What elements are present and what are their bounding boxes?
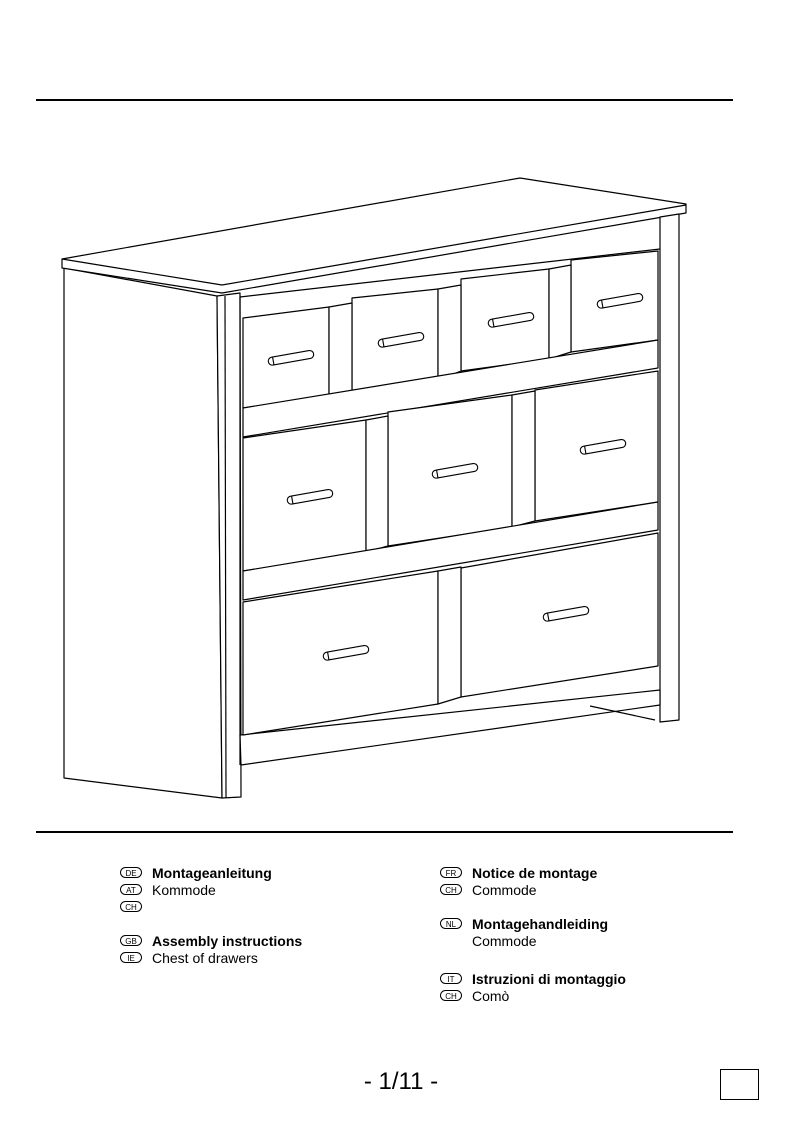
product-gb: Chest of drawers	[152, 950, 258, 966]
country-badge-de: DE	[120, 867, 142, 878]
language-column-right	[440, 865, 740, 1005]
country-badge-at: AT	[120, 884, 142, 895]
country-badge-nl: NL	[440, 918, 462, 929]
country-badge-ch: CH	[440, 990, 462, 1001]
country-badge-ie: IE	[120, 952, 142, 963]
language-entry	[120, 882, 420, 899]
language-column-left	[120, 865, 420, 967]
product-nl: Commode	[472, 933, 537, 949]
country-badge-it: IT	[440, 973, 462, 984]
language-entry	[440, 933, 740, 950]
language-entry	[440, 865, 740, 882]
title-nl: Montagehandleiding	[472, 916, 609, 932]
product-de: Kommode	[152, 882, 216, 898]
middle-rule	[36, 831, 733, 833]
language-entry	[120, 865, 420, 882]
country-badge-fr: FR	[440, 867, 462, 878]
language-entry	[120, 950, 420, 967]
country-badge-gb: GB	[120, 935, 142, 946]
corner-box	[720, 1069, 759, 1100]
title-it: Istruzioni di montaggio	[472, 971, 626, 987]
country-badge-ch: CH	[120, 901, 142, 912]
product-fr: Commode	[472, 882, 537, 898]
language-entry	[120, 933, 420, 950]
language-entry	[120, 899, 420, 916]
title-gb: Assembly instructions	[152, 933, 303, 949]
title-fr: Notice de montage	[472, 865, 598, 881]
language-entry	[440, 882, 740, 899]
product-it: Comò	[472, 988, 510, 1004]
country-badge-ch: CH	[440, 884, 462, 895]
title-de: Montageanleitung	[152, 865, 272, 881]
language-entry	[440, 916, 740, 933]
page-number: - 1/11 -	[363, 1068, 439, 1095]
language-entry	[440, 971, 740, 988]
language-entry	[440, 988, 740, 1005]
